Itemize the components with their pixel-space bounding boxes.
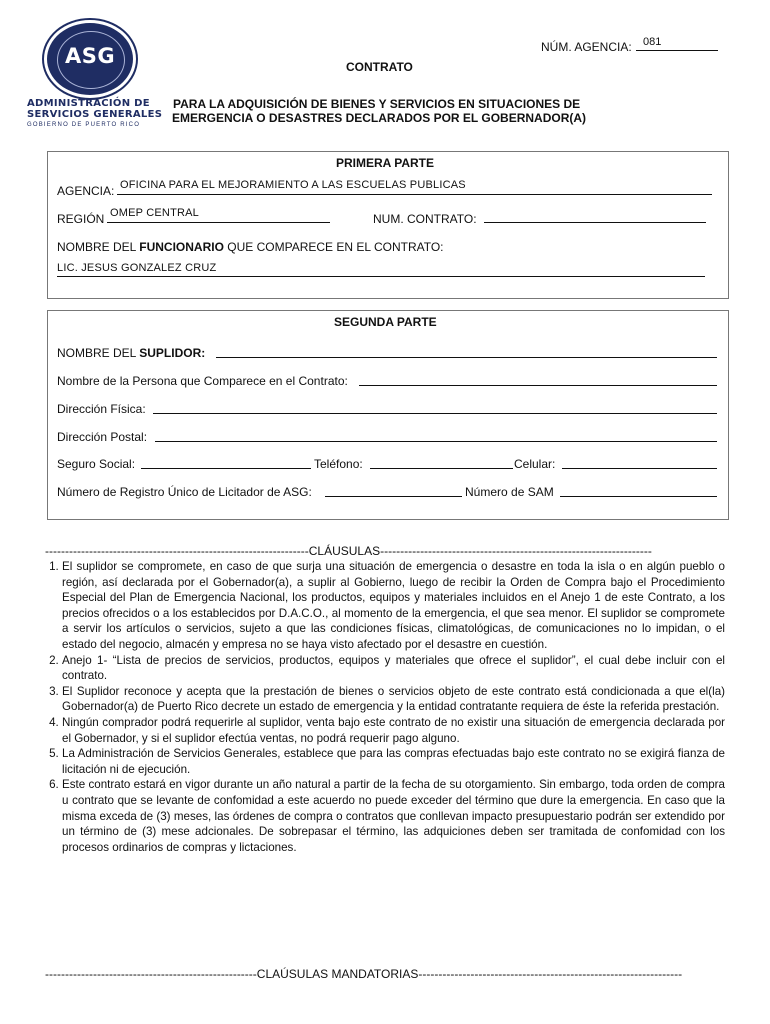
agencia-value: OFICINA PARA EL MEJORAMIENTO A LAS ESCUELAS PUBLICAS: [120, 179, 466, 191]
clausula-item: 1. El suplidor se compromete, en caso de que surja una situación de emergencia o desastre en toda la isla o en algún pueblo o región, así declarada por el Gobernador(a), a suplir al Gobierno, luego de recibir la Orden de Compra bajo el Procedimiento Especial del Plan de Emergencia Nacional, los productos, equipos y materiales incluidos en el Anejo 1 de este Contrato, a los precios ofrecidos o a los establecidos por D.A.C.O., al momento de la emergencia, el que sea menor. El suplidor se compromete a servir los artículos o servicios, sujeto a que las condiciones físicas, climatológicas, de comunicaciones no lo impidan, o el estado del negocio, almacén y empresa no se haya visto afectado por el desastre en cuestión.: [62, 559, 725, 653]
region-label: REGIÓN: [57, 212, 105, 226]
region-value: OMEP CENTRAL: [110, 207, 199, 219]
num-agencia-label: NÚM. AGENCIA:: [541, 40, 632, 54]
num-agencia: [541, 36, 718, 54]
funcionario-label: NOMBRE DEL FUNCIONARIO QUE COMPARECE EN EL CONTRATO:: [57, 240, 444, 254]
celular-label: Celular:: [514, 457, 556, 471]
clausula-item: 3. El Suplidor reconoce y acepta que la prestación de bienes o servicios objeto de este contrato está condicionada a que el(la) Gobernador(a) de Puerto Rico decrete un estado de emergencia y la entidad contratante requiera de éste la referida prestación.: [62, 684, 725, 715]
persona-field[interactable]: [359, 385, 717, 386]
clausulas-list: [47, 559, 725, 855]
logo-text: ASG: [64, 44, 116, 68]
direccion-fisica-label: Dirección Física:: [57, 402, 146, 416]
registro-label: Número de Registro Único de Licitador de ASG:: [57, 485, 312, 499]
clausula-item: 2. Anejo 1- “Lista de precios de servicios, productos, equipos y materiales que ofrece el suplidor”, el cual debe incluir con el contrato.: [62, 653, 725, 684]
clausulas-heading: ------------------------------------------------------------------CLÁUSULAS--------------------------------------------------------------------: [45, 544, 652, 558]
clausula-item: 5. La Administración de Servicios Generales, establece que para las compras efectuadas bajo este contrato no se exigirá fianza de licitación ni de ejecución.: [62, 746, 725, 777]
document-subtitle-line2: EMERGENCIA O DESASTRES DECLARADOS POR EL GOBERNADOR(A): [172, 111, 587, 125]
suplidor-field[interactable]: [216, 357, 717, 358]
clausula-item: 6. Este contrato estará en vigor durante un año natural a partir de la fecha de su otorgamiento. Sin embargo, toda orden de compra u contrato que se levante de confomidad a este acuerdo no puede exceder del término que dure la emergencia. En caso que la misma exceda de (3) meses, las órdenes de compra o contratos que conllevan impacto presupuestario podrán ser extendido por un término de (3) mese adcionales. De sobrepasar el término, las adquiciones deben ser tramitada de confomidad con los procesos ordinarios de compras y lictaciones.: [62, 777, 725, 855]
clausula-item: 4. Ningún comprador podrá requerirle al suplidor, venta bajo este contrato de no existir una situación de emergencia declarada por el Gobernador, y si el suplidor efectúa ventas, no podrá requerir pago alguno.: [62, 715, 725, 746]
celular-field[interactable]: [562, 468, 717, 469]
org-name-line2: SERVICIOS GENERALES: [27, 109, 163, 120]
num-contrato-label: NUM. CONTRATO:: [373, 212, 477, 226]
sam-label: Número de SAM: [465, 485, 554, 499]
org-name-line1: ADMINISTRACIÓN DE: [27, 98, 150, 109]
registro-field[interactable]: [325, 496, 462, 497]
num-contrato-field[interactable]: [484, 222, 706, 223]
primera-parte-heading: PRIMERA PARTE: [336, 156, 435, 170]
telefono-label: Teléfono:: [314, 457, 363, 471]
seguro-social-field[interactable]: [141, 468, 311, 469]
num-agencia-value: 081: [643, 36, 662, 48]
seguro-social-label: Seguro Social:: [57, 457, 136, 471]
funcionario-field[interactable]: [57, 276, 705, 277]
asg-logo: [44, 20, 136, 98]
segunda-parte-heading: SEGUNDA PARTE: [334, 315, 437, 329]
org-name-line3: GOBIERNO DE PUERTO RICO: [27, 122, 141, 128]
suplidor-label: NOMBRE DEL SUPLIDOR:: [57, 346, 206, 360]
agencia-field[interactable]: [117, 194, 712, 195]
direccion-fisica-field[interactable]: [153, 413, 717, 414]
direccion-postal-field[interactable]: [155, 441, 717, 442]
document-title: CONTRATO: [346, 60, 413, 74]
clausulas-mandatorias-heading: -----------------------------------------------------CLAÚSULAS MANDATORIAS------------------------------------------------------------------: [45, 967, 683, 981]
direccion-postal-label: Dirección Postal:: [57, 430, 148, 444]
funcionario-value: LIC. JESUS GONZALEZ CRUZ: [57, 262, 217, 274]
telefono-field[interactable]: [370, 468, 513, 469]
region-field[interactable]: [107, 222, 330, 223]
persona-label: Nombre de la Persona que Comparece en el Contrato:: [57, 374, 348, 388]
agencia-label: AGENCIA:: [57, 184, 115, 198]
sam-field[interactable]: [560, 496, 717, 497]
document-subtitle-line1: PARA LA ADQUISICIÓN DE BIENES Y SERVICIOS EN SITUACIONES DE: [173, 97, 581, 111]
